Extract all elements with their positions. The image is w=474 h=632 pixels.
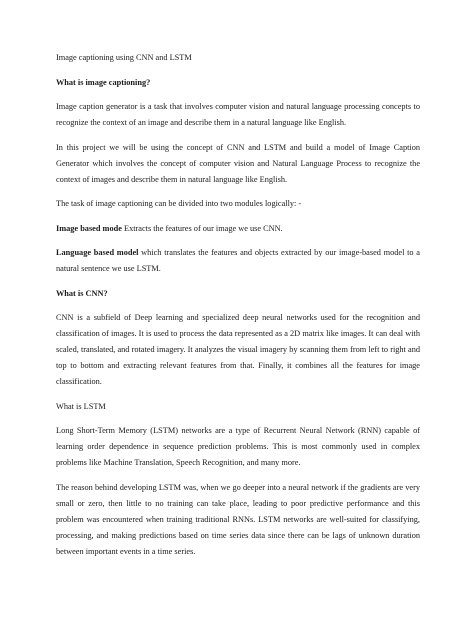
paragraph-image-based-mode: [56, 221, 420, 237]
text-language-based-model: which translates the features and objects extracted by our image-based model to a natural sentence we use LSTM.: [56, 248, 420, 273]
section-heading-cnn: What is CNN?: [56, 288, 108, 298]
paragraph-lstm-reason: The reason behind developing LSTM was, when we go deeper into a neural network if the gradients are very small or zero, then little to no training can take place, leading to poor predictive performance and this problem was encountered when training traditional RNNs. LSTM networks are well-suited for classifying, processing, and making predictions based on time series data since there can be lags of unknown duration between important events in a time series.: [56, 482, 420, 556]
paragraph-caption-generator: Image caption generator is a task that involves computer vision and natural language processing concepts to recognize the context of an image and describe them in a natural language like English.: [56, 102, 420, 127]
paragraph-modules: The task of image captioning can be divided into two modules logically: -: [56, 199, 302, 208]
paragraph-lstm-definition: Long Short-Term Memory (LSTM) networks are a type of Recurrent Neural Network (RNN) capable of learning order dependence in sequence prediction problems. This is most commonly used in complex problems like Machine Translation, Speech Recognition, and many more.: [56, 426, 420, 467]
document-title: Image captioning using CNN and LSTM: [56, 53, 192, 62]
term-language-based-model: Language based model: [56, 248, 139, 257]
section-heading-lstm: What is LSTM: [56, 401, 106, 411]
paragraph-language-based-model: [56, 245, 420, 277]
section-heading-image-captioning: What is image captioning?: [56, 77, 151, 87]
term-image-based-mode: Image based mode: [56, 223, 122, 233]
paragraph-project-intro: In this project we will be using the concept of CNN and LSTM and build a model of Image Caption Generator which involves the concept of computer vision and Natural Language Process to recognize the context of images and describe them in natural language like English.: [56, 142, 420, 184]
document-page: [56, 50, 420, 568]
text-image-based-mode: Extracts the features of our image we use CNN.: [121, 223, 283, 233]
paragraph-cnn: CNN is a subfield of Deep learning and specialized deep neural networks used for the recognition and classification of images. It is used to process the data represented as a 2D matrix like images. It can deal with scaled, translated, and rotated imagery. It analyzes the visual imagery by scanning them from left to right and top to bottom and extracting relevant features from that. Finally, it combines all the features for image classification.: [56, 313, 420, 386]
